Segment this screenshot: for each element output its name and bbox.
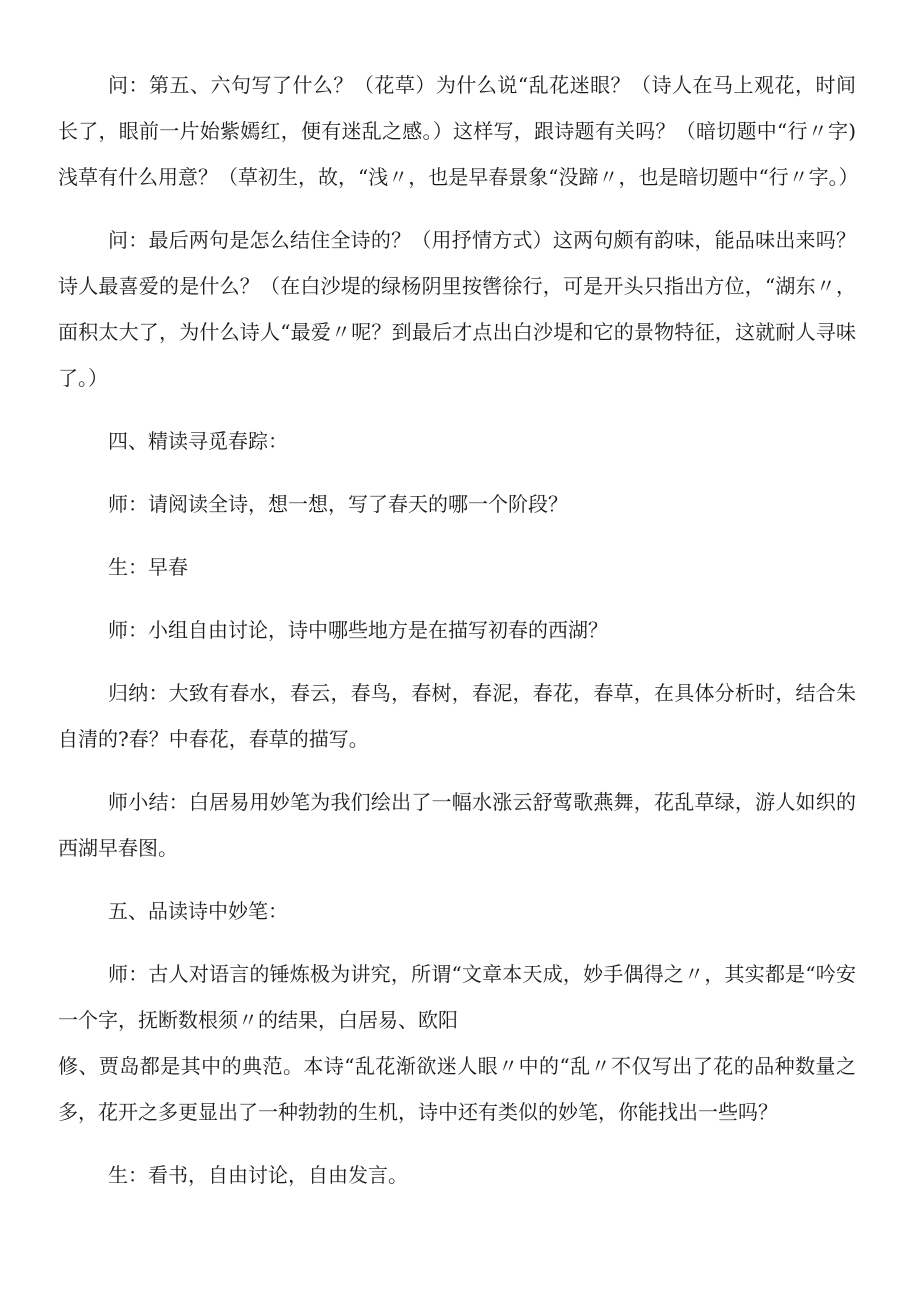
paragraph-teacher-read-poem: 师：请阅读全诗，想一想，写了春天的哪一个阶段？ bbox=[108, 492, 568, 516]
paragraph-student-early-spring: 生：早春 bbox=[108, 555, 188, 579]
paragraph-teacher-conclusion: 师小结：白居易用妙笔为我们绘出了一幅水涨云舒莺歌燕舞，花乱草绿，游人如织的西湖早春图。 bbox=[58, 790, 856, 860]
section-heading-five: 五、品读诗中妙笔： bbox=[108, 899, 288, 923]
paragraph-teacher-group-discussion: 师：小组自由讨论，诗中哪些地方是在描写初春的西湖？ bbox=[108, 618, 608, 642]
paragraph-question-lines-5-6: 问：第五、六句写了什么？（花草）为什么说“乱花迷眼？（诗人在马上观花，时间长了，眼前一片始紫嫣红，便有迷乱之感。）这样写，跟诗题有关吗？（暗切题中“行〃字)浅草有什么用意？（草初生，故，“浅〃，也是早春景象“没蹄〃，也是暗切题中“行〃字。） bbox=[58, 73, 859, 189]
paragraph-summary-spring-elements: 归纳：大致有春水，春云，春鸟，春树，春泥，春花，春草，在具体分析时，结合朱自清的?春？中春花，春草的描写。 bbox=[58, 681, 856, 751]
paragraph-teacher-language-refinement: 师：古人对语言的锤炼极为讲究，所谓“文章本天成，妙手偶得之〃，其实都是“吟安一个字，抚断数根须〃的结果，白居易、欧阳 bbox=[58, 962, 856, 1032]
paragraph-continuation-examples: 修、贾岛都是其中的典范。本诗“乱花渐欲迷人眼〃中的“乱〃不仅写出了花的品种数量之多，花开之多更显出了一种勃勃的生机，诗中还有类似的妙笔，你能找出一些吗？ bbox=[58, 1054, 856, 1124]
paragraph-student-discussion: 生：看书，自由讨论，自由发言。 bbox=[108, 1163, 408, 1187]
paragraph-question-last-lines: 问：最后两句是怎么结住全诗的？（用抒情方式）这两句颇有韵味，能品味出来吗？诗人最喜爱的是什么？（在白沙堤的绿杨阴里按辔徐行，可是开头只指出方位，“湖东〃，面积太大了，为什么诗人“最爱〃呢？到最后才点出白沙堤和它的景物特征，这就耐人寻味了。） bbox=[58, 228, 856, 390]
document-page bbox=[58, 62, 859, 1215]
section-heading-four: 四、精读寻觅春踪： bbox=[108, 429, 288, 453]
